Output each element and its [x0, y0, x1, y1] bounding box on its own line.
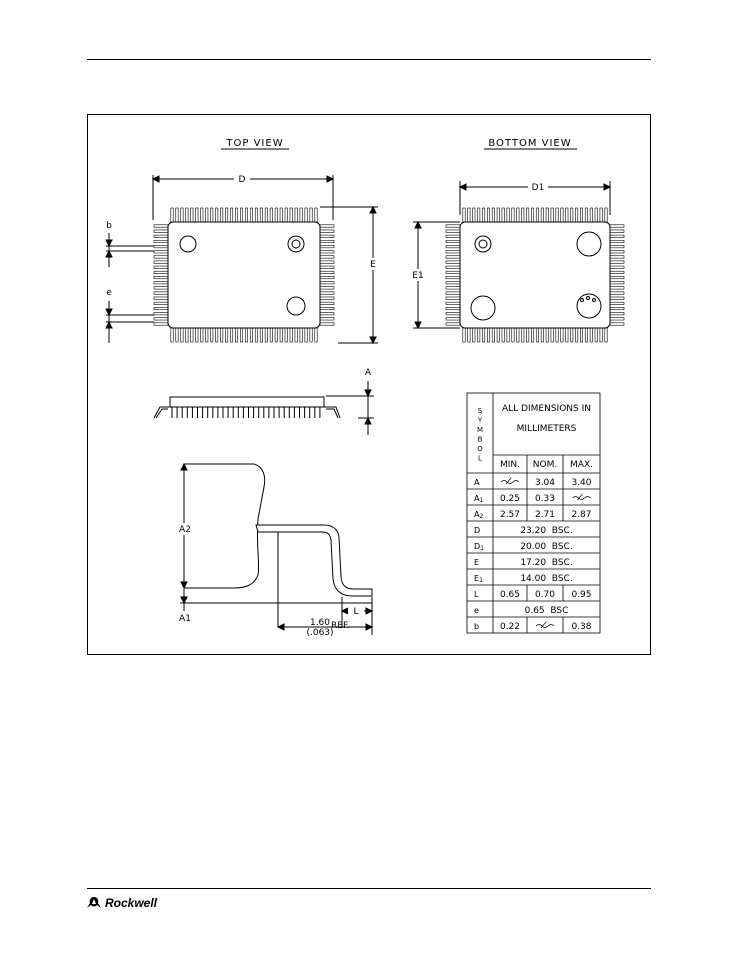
table-cell-value: 2.87	[571, 510, 592, 520]
dim-label-b: b	[106, 221, 112, 231]
dim-label-D: D	[238, 175, 246, 185]
table-symbol-header-letter: O	[477, 445, 483, 453]
footer-brand: Rockwell	[105, 896, 158, 910]
table-cell-value: 0.38	[571, 622, 592, 632]
table-cell-value: 2.71	[534, 510, 556, 520]
table-cell-value: 2.57	[499, 510, 521, 520]
table-cell-value: 0.65	[499, 590, 521, 600]
table-symbol-header-letter: S	[477, 407, 483, 415]
table-row-span-value: 17.20 BSC.	[520, 558, 573, 568]
drawing-frame	[87, 114, 651, 655]
table-cell-value: 0.25	[499, 494, 521, 504]
dim-ref-value: 1.60	[309, 618, 331, 628]
table-title-line2: MILLIMETERS	[516, 424, 577, 434]
dimensions-table	[467, 393, 600, 633]
table-cell-value: 0.33	[534, 494, 556, 504]
table-cell-value: 0.22	[499, 622, 521, 632]
table-row-symbol: b	[474, 622, 480, 631]
table-row-symbol: A1	[474, 494, 484, 504]
rockwell-logo-icon	[86, 896, 102, 910]
table-symbol-header-letter: Y	[477, 416, 483, 425]
dim-label-A2: A2	[179, 525, 191, 535]
table-cell-value: 3.04	[534, 478, 556, 488]
table-row-span-value: 14.00 BSC.	[520, 574, 573, 584]
footer-rule	[87, 888, 651, 889]
table-cell-value: 0.70	[534, 590, 556, 600]
table-row-symbol: D1	[474, 542, 484, 552]
table-symbol-header-letter: M	[476, 426, 484, 434]
dim-ref-suffix: REF.	[331, 621, 350, 631]
dim-label-A: A	[364, 368, 372, 378]
table-row-span-value: 23.20 BSC.	[520, 526, 573, 536]
dim-label-L: L	[353, 607, 359, 617]
table-cell-not-applicable	[536, 625, 554, 628]
dim-label-E1: E1	[412, 271, 424, 281]
top-view-title: TOP VIEW	[226, 138, 284, 149]
table-row-symbol: E	[474, 558, 480, 567]
top-view-body	[168, 222, 320, 328]
side-view	[154, 397, 340, 418]
table-row-span-value: 0.65 BSC	[524, 606, 569, 616]
table-row-symbol: D	[474, 526, 481, 535]
dim-label-E: E	[370, 260, 376, 270]
table-title-line1: ALL DIMENSIONS IN	[502, 404, 591, 414]
package-drawing	[88, 115, 652, 656]
table-cell-value: 3.40	[571, 478, 592, 488]
table-row-symbol: L	[474, 590, 479, 599]
table-symbol-header-letter: B	[477, 435, 483, 444]
table-cell-not-applicable	[501, 481, 519, 484]
dim-label-D1: D1	[531, 183, 545, 193]
table-row-symbol: E1	[474, 574, 483, 584]
table-row-symbol: A	[474, 478, 480, 487]
bottom-view-body	[460, 222, 610, 328]
footer-logo	[86, 894, 157, 912]
header-rule	[87, 59, 651, 60]
dim-label-A1: A1	[179, 614, 191, 624]
table-column-header: NOM.	[532, 460, 558, 470]
table-cell-value: 0.95	[571, 590, 592, 600]
table-cell-not-applicable	[573, 497, 591, 500]
table-symbol-header-letter: L	[478, 454, 482, 463]
table-row-span-value: 20.00 BSC.	[520, 542, 573, 552]
dim-ref-inch: (.063)	[306, 628, 334, 638]
table-column-header: MAX.	[570, 460, 593, 470]
dim-label-e: e	[106, 288, 112, 298]
table-row-symbol: e	[474, 606, 479, 615]
table-row-symbol: A2	[474, 510, 484, 520]
table-column-header: MIN.	[499, 460, 521, 470]
bottom-view-title: BOTTOM VIEW	[488, 138, 572, 149]
